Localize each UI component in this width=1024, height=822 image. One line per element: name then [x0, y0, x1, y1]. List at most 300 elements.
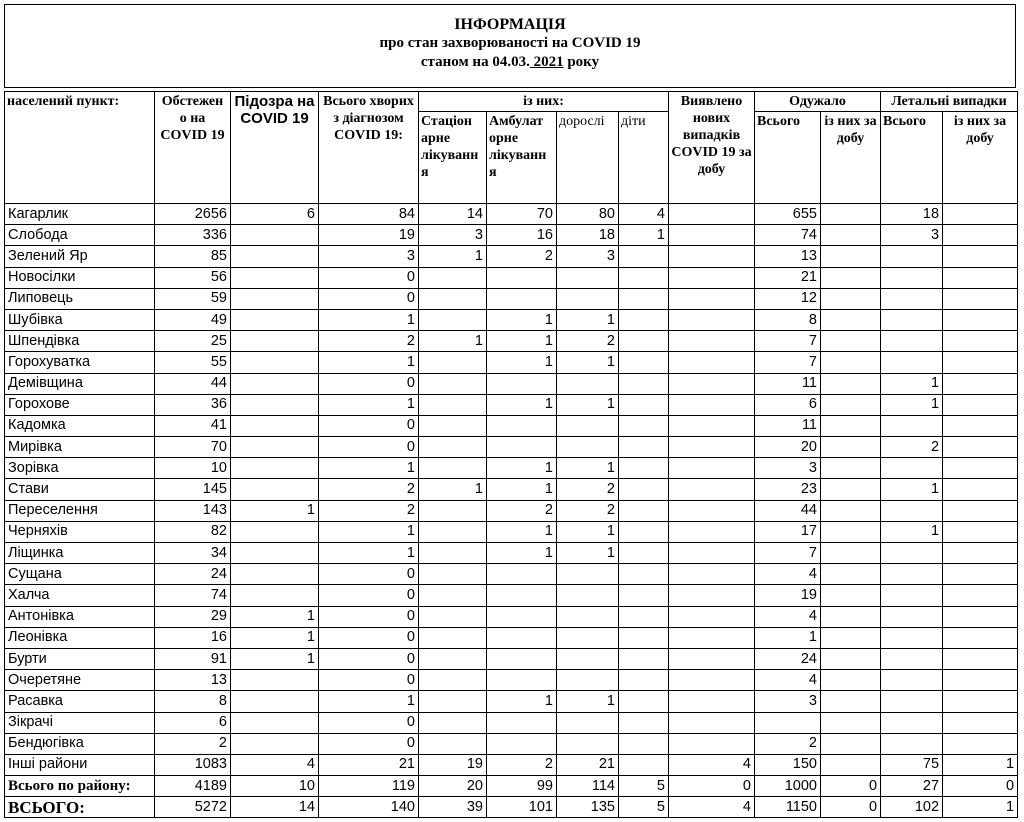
row-cell: [669, 373, 755, 394]
row-cell: [669, 564, 755, 585]
row-cell: [557, 288, 619, 309]
row-cell: 1: [487, 691, 557, 712]
table-row: [5, 670, 1018, 691]
row-cell: [669, 521, 755, 542]
row-cell: 49: [155, 309, 231, 330]
row-cell: 0: [319, 670, 419, 691]
row-cell: 1: [319, 309, 419, 330]
row-cell: [669, 394, 755, 415]
table-row: [5, 225, 1018, 246]
row-cell: [881, 458, 943, 479]
row-cell: 1: [487, 352, 557, 373]
row-place-name: Липовець: [5, 288, 155, 309]
row-cell: 17: [755, 521, 821, 542]
row-place-name: Расавка: [5, 691, 155, 712]
row-cell: [231, 331, 319, 352]
row-cell: 135: [557, 797, 619, 818]
row-cell: 12: [755, 288, 821, 309]
header-deaths-total: Всього: [881, 112, 943, 204]
row-cell: 70: [155, 437, 231, 458]
row-cell: 44: [755, 500, 821, 521]
row-cell: 80: [557, 204, 619, 225]
report-title: [4, 4, 1016, 88]
row-cell: [821, 585, 881, 606]
row-cell: [821, 394, 881, 415]
row-cell: [881, 627, 943, 648]
row-cell: [419, 352, 487, 373]
row-cell: 2: [319, 500, 419, 521]
row-cell: 1: [881, 521, 943, 542]
row-cell: 7: [755, 352, 821, 373]
row-cell: [821, 373, 881, 394]
row-cell: 1: [319, 691, 419, 712]
row-cell: 13: [755, 246, 821, 267]
row-cell: [821, 712, 881, 733]
row-place-name: Шпендівка: [5, 331, 155, 352]
row-cell: 0: [319, 415, 419, 436]
row-cell: 27: [881, 776, 943, 797]
row-cell: [669, 458, 755, 479]
table-row: [5, 754, 1018, 775]
row-cell: [619, 415, 669, 436]
row-cell: 1: [231, 500, 319, 521]
row-cell: [619, 437, 669, 458]
row-cell: 1: [419, 479, 487, 500]
row-place-name: Очеретяне: [5, 670, 155, 691]
row-cell: [881, 352, 943, 373]
row-cell: [487, 648, 557, 669]
row-cell: [881, 585, 943, 606]
row-cell: 0: [319, 648, 419, 669]
row-cell: [619, 585, 669, 606]
row-cell: 20: [755, 437, 821, 458]
table-row: [5, 246, 1018, 267]
row-cell: 3: [557, 246, 619, 267]
row-cell: 1: [319, 352, 419, 373]
row-cell: 0: [821, 776, 881, 797]
row-cell: [669, 246, 755, 267]
row-cell: 1: [557, 458, 619, 479]
row-cell: [881, 648, 943, 669]
row-cell: [943, 521, 1018, 542]
header-deaths-day: із них за добу: [943, 112, 1018, 204]
row-cell: 1: [881, 479, 943, 500]
row-place-name: Горохуватка: [5, 352, 155, 373]
row-cell: 0: [319, 712, 419, 733]
row-cell: [419, 373, 487, 394]
row-cell: 1: [231, 606, 319, 627]
row-cell: [881, 670, 943, 691]
row-cell: [943, 458, 1018, 479]
row-cell: 4: [231, 754, 319, 775]
row-cell: 101: [487, 797, 557, 818]
row-cell: 11: [755, 373, 821, 394]
row-cell: 0: [319, 733, 419, 754]
row-cell: [487, 627, 557, 648]
row-cell: 21: [557, 754, 619, 775]
row-cell: 3: [319, 246, 419, 267]
row-cell: 14: [231, 797, 319, 818]
row-cell: 0: [319, 564, 419, 585]
row-cell: [231, 670, 319, 691]
row-cell: 2: [755, 733, 821, 754]
row-cell: 1: [319, 394, 419, 415]
header-total-sick: Всього хворих з діагнозом COVID 19:: [319, 92, 419, 204]
row-cell: 336: [155, 225, 231, 246]
row-cell: [557, 267, 619, 288]
row-cell: [557, 670, 619, 691]
row-cell: [557, 585, 619, 606]
row-cell: [943, 373, 1018, 394]
row-cell: 3: [881, 225, 943, 246]
row-cell: [231, 691, 319, 712]
row-cell: [557, 437, 619, 458]
row-cell: 11: [755, 415, 821, 436]
row-cell: [669, 712, 755, 733]
row-cell: [619, 564, 669, 585]
row-cell: 1: [419, 331, 487, 352]
row-cell: [821, 246, 881, 267]
row-cell: [557, 648, 619, 669]
table-row: [5, 288, 1018, 309]
row-cell: 10: [155, 458, 231, 479]
row-cell: [231, 543, 319, 564]
row-cell: [619, 500, 669, 521]
row-cell: 0: [319, 437, 419, 458]
table-row: [5, 585, 1018, 606]
row-cell: [619, 394, 669, 415]
row-place-name: Всього по району:: [5, 776, 155, 797]
title-date: станом на 04.03. 2021 року: [420, 54, 600, 70]
row-cell: [557, 606, 619, 627]
row-cell: 1: [557, 543, 619, 564]
row-cell: 4: [669, 797, 755, 818]
row-cell: 0: [319, 585, 419, 606]
row-cell: [419, 309, 487, 330]
row-cell: [557, 733, 619, 754]
row-cell: 5: [619, 776, 669, 797]
row-cell: 1: [557, 394, 619, 415]
row-cell: [231, 246, 319, 267]
row-cell: 5: [619, 797, 669, 818]
row-cell: [821, 458, 881, 479]
row-cell: [619, 691, 669, 712]
header-of-them: із них:: [419, 92, 669, 112]
row-cell: 41: [155, 415, 231, 436]
row-cell: [821, 204, 881, 225]
header-tested: Обстежен о на COVID 19: [155, 92, 231, 204]
row-cell: [881, 543, 943, 564]
row-place-name: Зелений Яр: [5, 246, 155, 267]
row-cell: 2: [319, 479, 419, 500]
row-cell: 19: [319, 225, 419, 246]
row-cell: [231, 415, 319, 436]
row-cell: 34: [155, 543, 231, 564]
row-cell: 6: [755, 394, 821, 415]
row-cell: 2: [557, 331, 619, 352]
table-row: [5, 776, 1018, 797]
table-row: [5, 437, 1018, 458]
table-row: [5, 543, 1018, 564]
row-cell: 14: [419, 204, 487, 225]
row-cell: [557, 627, 619, 648]
title-subject: про стан захворюваності на COVID 19: [379, 35, 641, 51]
row-cell: 23: [755, 479, 821, 500]
row-cell: 2: [319, 331, 419, 352]
row-cell: [821, 733, 881, 754]
row-place-name: Демівщина: [5, 373, 155, 394]
row-cell: 18: [557, 225, 619, 246]
row-cell: 2: [487, 246, 557, 267]
row-cell: [487, 288, 557, 309]
row-cell: [419, 437, 487, 458]
row-cell: 102: [881, 797, 943, 818]
row-cell: [557, 712, 619, 733]
row-cell: [619, 352, 669, 373]
row-place-name: Бендюгівка: [5, 733, 155, 754]
row-cell: [669, 331, 755, 352]
row-cell: [881, 267, 943, 288]
row-cell: [669, 691, 755, 712]
row-cell: [943, 309, 1018, 330]
row-cell: [669, 267, 755, 288]
row-cell: 75: [881, 754, 943, 775]
row-cell: [487, 585, 557, 606]
row-place-name: Сущана: [5, 564, 155, 585]
row-cell: 18: [881, 204, 943, 225]
table-row: [5, 648, 1018, 669]
row-place-name: Зікрачі: [5, 712, 155, 733]
row-cell: [669, 288, 755, 309]
row-cell: [619, 648, 669, 669]
row-cell: [419, 648, 487, 669]
table-row: [5, 204, 1018, 225]
row-cell: 3: [755, 691, 821, 712]
row-cell: [669, 627, 755, 648]
row-cell: 0: [319, 627, 419, 648]
table-row: [5, 394, 1018, 415]
row-cell: 1: [557, 309, 619, 330]
row-cell: [669, 500, 755, 521]
row-cell: 1: [419, 246, 487, 267]
row-cell: [943, 500, 1018, 521]
row-cell: 6: [231, 204, 319, 225]
table-row: [5, 606, 1018, 627]
row-cell: 0: [319, 606, 419, 627]
table-row: [5, 415, 1018, 436]
row-cell: [231, 458, 319, 479]
row-cell: 0: [669, 776, 755, 797]
row-cell: [943, 543, 1018, 564]
row-cell: [419, 733, 487, 754]
row-cell: [419, 458, 487, 479]
row-cell: [943, 564, 1018, 585]
row-cell: [419, 691, 487, 712]
row-cell: [487, 733, 557, 754]
row-cell: [821, 437, 881, 458]
row-cell: 0: [943, 776, 1018, 797]
covid-table: [4, 91, 1018, 818]
row-cell: [231, 352, 319, 373]
row-cell: 4: [619, 204, 669, 225]
row-cell: 4189: [155, 776, 231, 797]
row-place-name: Шубівка: [5, 309, 155, 330]
table-row: [5, 352, 1018, 373]
table-row: [5, 627, 1018, 648]
row-cell: 1: [943, 754, 1018, 775]
row-cell: 655: [755, 204, 821, 225]
row-cell: 143: [155, 500, 231, 521]
row-cell: [821, 288, 881, 309]
row-cell: 114: [557, 776, 619, 797]
row-cell: [821, 754, 881, 775]
row-cell: 4: [755, 670, 821, 691]
row-cell: [943, 670, 1018, 691]
row-cell: [821, 352, 881, 373]
row-place-name: Бурти: [5, 648, 155, 669]
row-cell: [669, 352, 755, 373]
row-cell: [619, 309, 669, 330]
row-cell: 140: [319, 797, 419, 818]
row-cell: 1: [487, 458, 557, 479]
row-cell: [669, 437, 755, 458]
row-cell: 1: [487, 543, 557, 564]
row-place-name: Новосілки: [5, 267, 155, 288]
row-cell: [943, 352, 1018, 373]
row-place-name: Слобода: [5, 225, 155, 246]
row-cell: 29: [155, 606, 231, 627]
row-cell: 39: [419, 797, 487, 818]
table-row: [5, 309, 1018, 330]
row-cell: [231, 394, 319, 415]
row-cell: 1: [755, 627, 821, 648]
row-cell: [943, 394, 1018, 415]
header-recovered-total: Всього: [755, 112, 821, 204]
row-cell: [821, 606, 881, 627]
row-cell: 1: [557, 521, 619, 542]
row-cell: 119: [319, 776, 419, 797]
row-cell: [821, 225, 881, 246]
row-cell: [619, 331, 669, 352]
row-cell: [487, 437, 557, 458]
row-cell: 44: [155, 373, 231, 394]
row-cell: [943, 585, 1018, 606]
row-cell: [487, 670, 557, 691]
header-suspected: Підозра на COVID 19: [231, 92, 319, 204]
table-row: [5, 458, 1018, 479]
row-cell: [943, 606, 1018, 627]
header-place: населений пункт:: [5, 92, 155, 204]
row-cell: 0: [319, 288, 419, 309]
row-cell: [943, 415, 1018, 436]
row-cell: [669, 204, 755, 225]
row-place-name: Леонівка: [5, 627, 155, 648]
row-cell: [487, 564, 557, 585]
row-cell: [619, 606, 669, 627]
row-cell: [669, 648, 755, 669]
row-cell: 16: [155, 627, 231, 648]
row-cell: 2: [557, 500, 619, 521]
row-cell: [231, 733, 319, 754]
row-cell: [821, 543, 881, 564]
header-recovered-day: із них за добу: [821, 112, 881, 204]
table-row: [5, 500, 1018, 521]
row-cell: [231, 437, 319, 458]
row-cell: [943, 288, 1018, 309]
row-cell: [821, 691, 881, 712]
row-cell: [231, 521, 319, 542]
row-cell: [487, 415, 557, 436]
row-cell: [619, 479, 669, 500]
row-cell: 2: [557, 479, 619, 500]
row-cell: 13: [155, 670, 231, 691]
table-row: [5, 797, 1018, 818]
header-inpatient: Стаціон арне лікуванн я: [419, 112, 487, 204]
row-cell: [821, 627, 881, 648]
row-cell: [419, 712, 487, 733]
row-cell: [419, 394, 487, 415]
row-cell: 82: [155, 521, 231, 542]
table-row: [5, 331, 1018, 352]
header-children: діти: [619, 112, 669, 204]
row-cell: 3: [755, 458, 821, 479]
row-place-name: ВСЬОГО:: [5, 797, 155, 818]
row-cell: 1083: [155, 754, 231, 775]
row-cell: [419, 670, 487, 691]
row-cell: 8: [755, 309, 821, 330]
row-cell: 55: [155, 352, 231, 373]
row-cell: 1: [619, 225, 669, 246]
row-cell: [821, 564, 881, 585]
row-cell: 4: [669, 754, 755, 775]
row-cell: 0: [319, 267, 419, 288]
row-cell: 0: [319, 373, 419, 394]
row-cell: 1: [319, 521, 419, 542]
table-row: [5, 267, 1018, 288]
row-cell: [669, 479, 755, 500]
header-outpatient: Амбулат орне лікуванн я: [487, 112, 557, 204]
row-cell: [619, 458, 669, 479]
row-cell: [881, 712, 943, 733]
row-cell: [881, 309, 943, 330]
row-cell: [943, 479, 1018, 500]
row-cell: [669, 733, 755, 754]
row-cell: 1: [231, 627, 319, 648]
row-cell: 59: [155, 288, 231, 309]
row-cell: 2: [155, 733, 231, 754]
header-adults: дорослі: [557, 112, 619, 204]
row-cell: [419, 288, 487, 309]
row-cell: [881, 564, 943, 585]
row-cell: [419, 564, 487, 585]
row-cell: 10: [231, 776, 319, 797]
table-row: [5, 521, 1018, 542]
row-cell: [487, 606, 557, 627]
row-cell: 1: [487, 331, 557, 352]
row-cell: [821, 331, 881, 352]
row-cell: [821, 309, 881, 330]
row-cell: [881, 500, 943, 521]
row-cell: [821, 648, 881, 669]
row-place-name: Кадомка: [5, 415, 155, 436]
table-row: [5, 712, 1018, 733]
row-cell: 21: [755, 267, 821, 288]
row-cell: [943, 712, 1018, 733]
row-cell: [619, 267, 669, 288]
row-cell: [557, 415, 619, 436]
row-place-name: Стави: [5, 479, 155, 500]
row-cell: [231, 288, 319, 309]
